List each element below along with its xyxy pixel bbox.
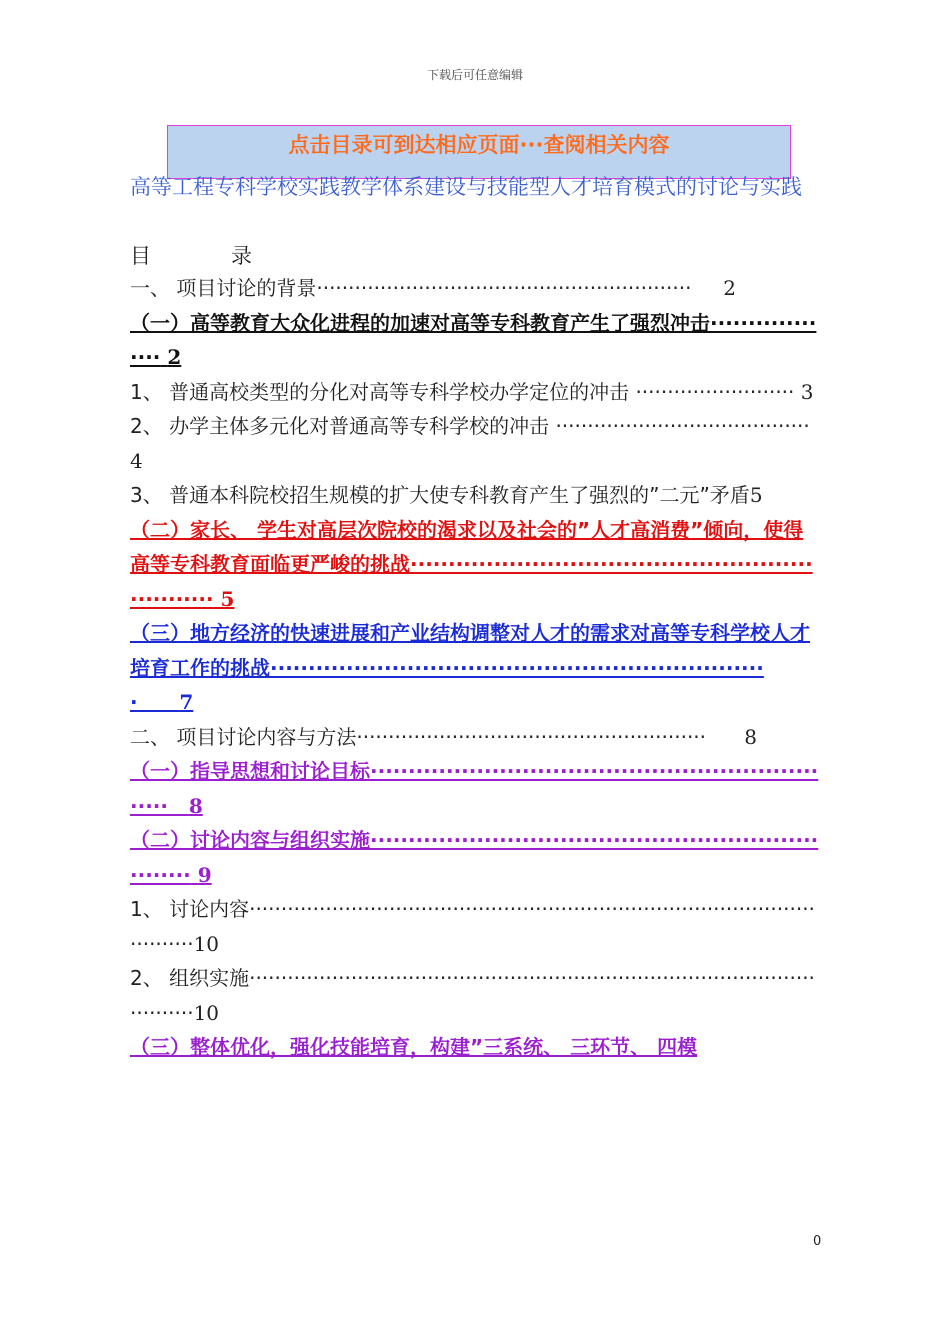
toc-entry-text: （一）指导思想和讨论目标 [130,759,370,783]
toc-entry[interactable] [130,271,820,306]
toc-entry-text: 一、 项目讨论的背景 [130,276,317,300]
toc-leader-dots: ································································ [130,759,819,818]
page-number: 0 [813,1234,822,1249]
toc-entry[interactable] [130,720,820,755]
toc-entry[interactable] [130,478,820,513]
toc-leader-dots: ··································································································· [130,897,815,956]
document-title: 高等工程专科学校实践教学体系建设与技能型人才培育模式的讨论与实践 [130,175,802,199]
toc-page-number: 2 [723,276,736,300]
toc-leader-dots: ························· [635,379,795,404]
toc-entry-text: 二、 项目讨论内容与方法 [130,724,357,749]
toc-entry-text: 2、 组织实施 [130,966,250,990]
toc-entry-text: 1、 讨论内容 [130,897,250,921]
toc-entry-text: （二）讨论内容与组织实施 [130,828,370,852]
toc-entry-text: （三）整体优化，强化技能培育，构建”三系统、 三环节、 四模 [130,1035,698,1059]
table-of-contents [130,271,820,1065]
toc-page-number: 7 [179,690,194,714]
toc-leader-dots: ·································································· [130,655,764,714]
toc-leader-dots: ········································ [555,414,810,438]
toc-page-number: 2 [167,345,182,369]
toc-leader-dots: ··································································································· [130,966,815,1025]
toc-leader-dots: ··························································· [316,276,692,300]
toc-link[interactable] [130,616,820,720]
toc-entry-text: 2、 办学主体多元化对普通高等专科学校的冲击 [130,414,556,438]
toc-heading-char-1: 目 [130,244,151,268]
toc-page-number: 4 [130,448,143,473]
toc-entry-text: 3、 普通本科院校招生规模的扩大使专科教育产生了强烈的”二元”矛盾 [130,483,750,507]
toc-page-number: 10 [193,1000,220,1025]
toc-link[interactable] [130,513,820,617]
toc-heading [130,240,252,270]
toc-page-number: 8 [188,793,203,818]
toc-entry[interactable] [130,409,820,478]
toc-page-number: 8 [744,724,757,749]
toc-page-number: 3 [800,379,814,404]
toc-link[interactable] [130,823,820,892]
toc-hint-banner[interactable] [167,125,791,179]
header-note: 下载后可任意编辑 [426,68,523,82]
toc-page-number: 5 [749,483,763,507]
toc-entry-text: 1、 普通高校类型的分化对高等专科学校办学定位的冲击 [130,379,636,404]
toc-leader-dots: ··································································· [130,828,819,887]
toc-link[interactable] [130,306,820,375]
toc-page-number: 9 [197,862,212,887]
toc-heading-char-2: 录 [231,244,252,268]
toc-leader-dots: ······················································· [356,724,707,749]
toc-entry[interactable] [130,892,820,961]
toc-entry-text: （一）高等教育大众化进程的加速对高等专科教育产生了强烈冲击 [130,310,710,335]
toc-link[interactable] [130,1030,820,1065]
toc-leader-dots: ································································ [130,552,813,611]
toc-link[interactable] [130,754,820,823]
toc-leader-dots: ·················· [130,310,817,369]
toc-entry[interactable] [130,375,820,410]
banner-text: 点击目录可到达相应页面···查阅相关内容 [288,133,670,157]
toc-entry[interactable] [130,961,820,1030]
toc-page-number: 10 [193,931,220,956]
toc-page-number: 5 [220,586,235,611]
toc-entry-text: （二）家长、 学生对高层次院校的渴求以及社会的”人才高消费”倾向，使得高等专科教育面临更严峻的挑战 [130,517,804,576]
toc-entry-text: （三）地方经济的快速进展和产业结构调整对人才的需求对高等专科学校人才培育工作的挑战 [130,621,810,680]
